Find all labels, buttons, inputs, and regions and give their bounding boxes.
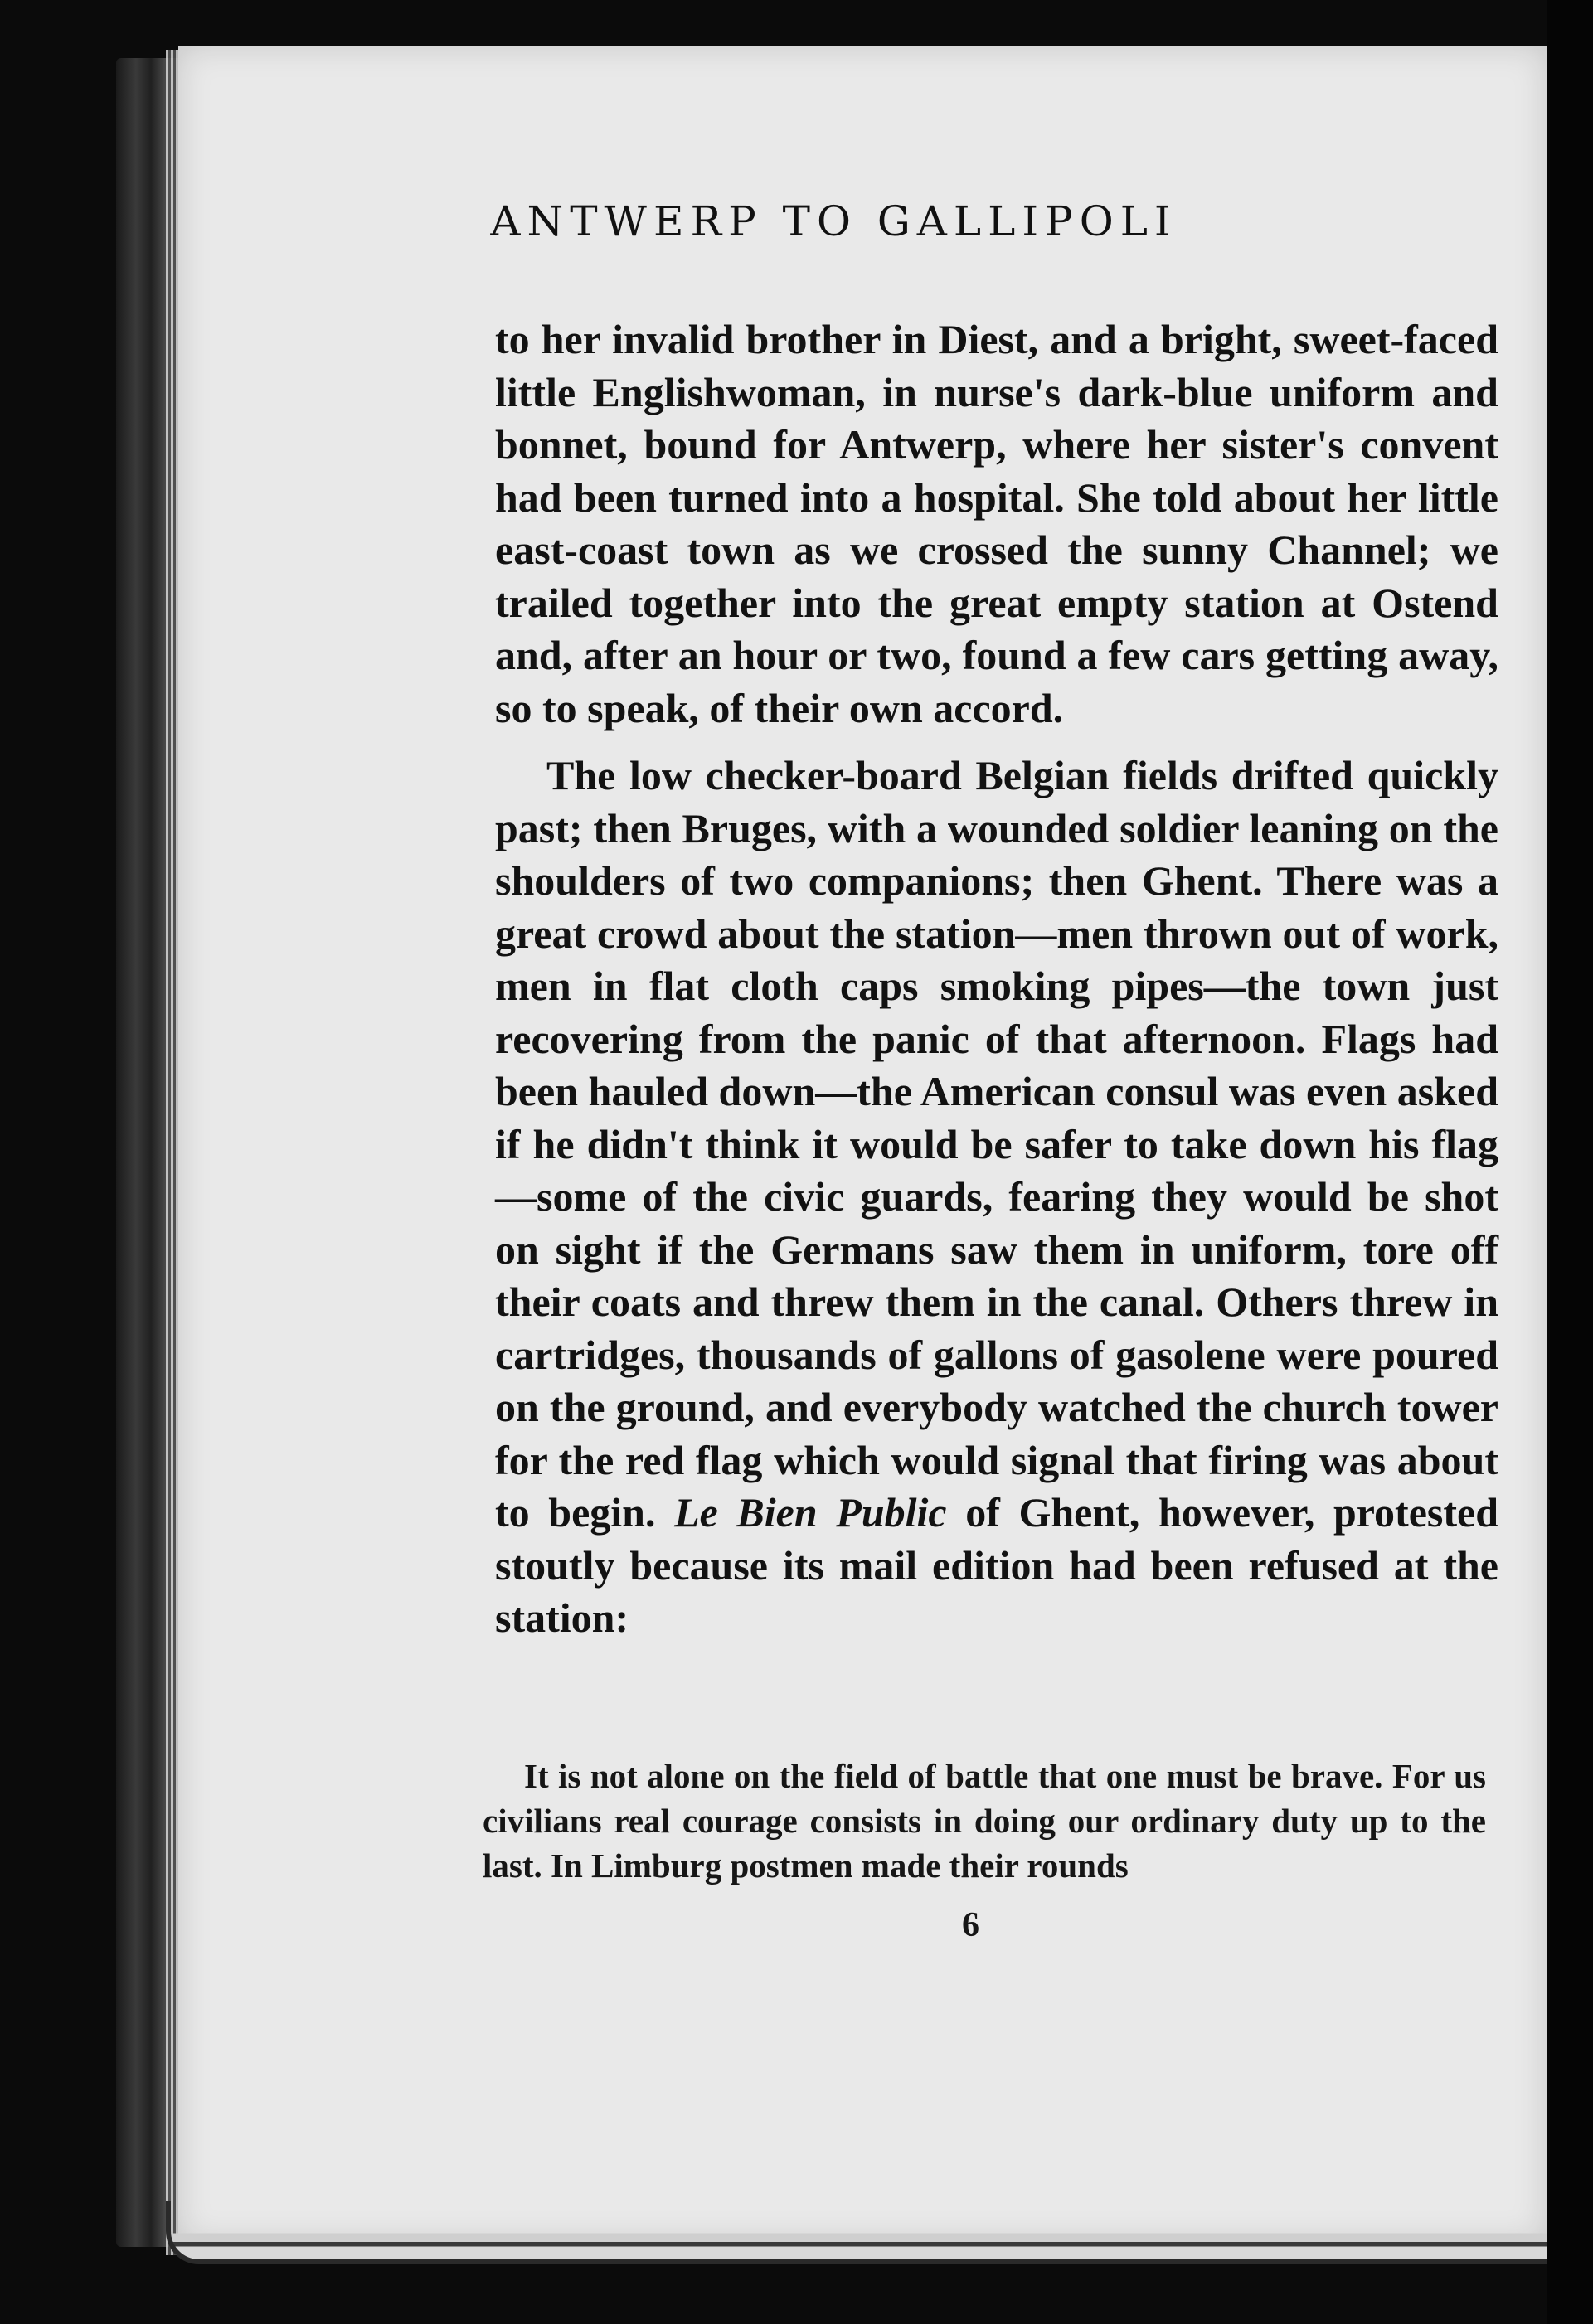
paragraph-2-text-b: of Ghent, however, protested stoutly because its mail edition had been refused at the station: <box>495 1489 1498 1641</box>
newspaper-title: Le Bien Public <box>674 1489 947 1536</box>
body-text <box>495 313 1498 1645</box>
running-head: ANTWERP TO GALLIPOLI <box>490 197 1178 245</box>
block-quote: It is not alone on the field of battle that one must be brave. For us civilians real courage consists in doing our ordinary duty up to the last. In Limburg postmen made their rounds <box>483 1757 1486 1885</box>
paragraph-2-text-a: The low checker-board Belgian fields drifted quickly past; then Bruges, with a wounded soldier leaning on the shoulders of two companions; then Ghent. There was a great crowd about the station—men thrown out of work, men in flat cloth caps smoking pipes—the town just recovering from the panic of that afternoon. Flags had been hauled down—the American consul was even asked if he didn't think it would be safer to take down his flag—some of the civic guards, fearing they would be shot on sight if the Germans saw them in uniform, tore off their coats and threw them in the canal. Others threw in cartridges, thousands of gallons of gasolene were poured on the ground, and everybody watched the church tower for the red flag which would signal that firing was about to begin. <box>495 752 1498 1536</box>
bottom-page-edge <box>166 2201 1556 2264</box>
right-shadow <box>1547 0 1593 2324</box>
page-number: 6 <box>962 1906 979 1944</box>
paragraph-2 <box>495 750 1498 1645</box>
paragraph-1: to her invalid brother in Diest, and a bright, sweet-faced little Englishwoman, in nurse's dark-blue uniform and bonnet, bound for Antwerp, where her sister's convent had been turned into a hospital. She told about her little east-coast town as we crossed the sunny Channel; we trailed together into the great empty station at Ostend and, after an hour or two, found a few cars getting away, so to speak, of their own accord. <box>495 316 1498 731</box>
